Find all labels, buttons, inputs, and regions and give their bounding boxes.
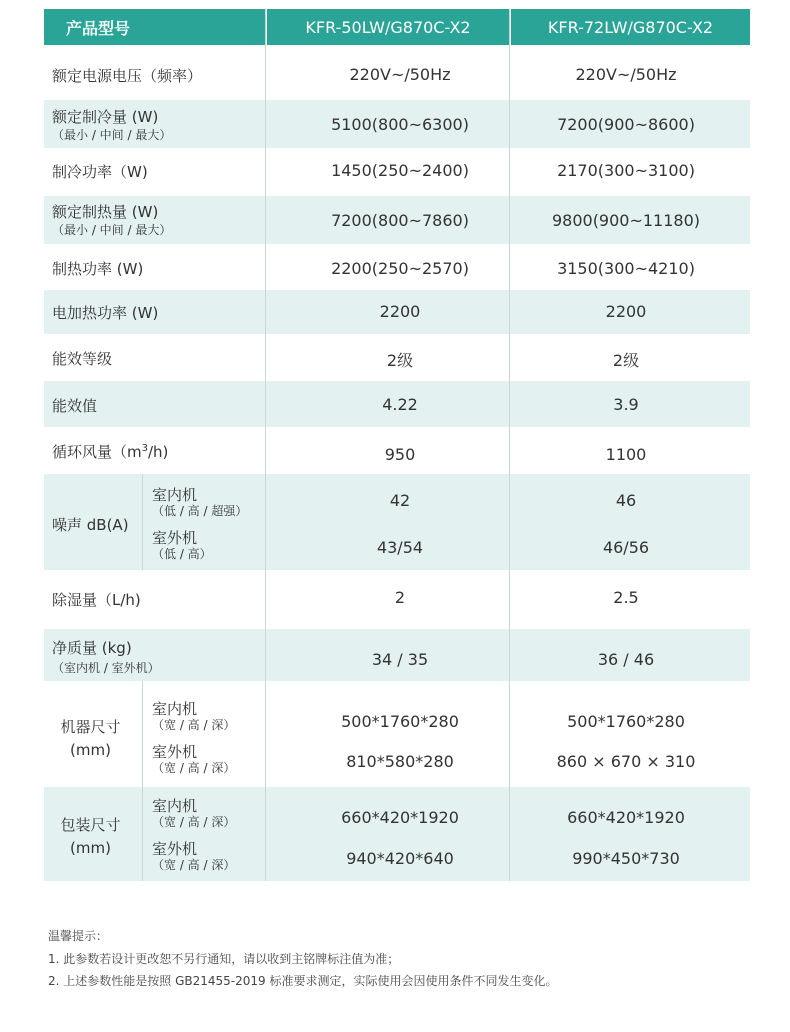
sublabel-heating-capacity: （最小 / 中间 / 最大） bbox=[52, 223, 172, 237]
label-electric-heating: 电加热功率 (W) bbox=[52, 304, 159, 322]
label-machine-size: 机器尺寸 bbox=[60, 718, 121, 736]
value-efficiency-value-2: 3.9 bbox=[613, 395, 639, 414]
value-heating-power-1: 2200(250~2570) bbox=[331, 259, 469, 278]
sublabel-machine-indoor: （宽 / 高 / 深） bbox=[152, 718, 236, 732]
label-heating-capacity: 额定制热量 (W) bbox=[52, 203, 159, 221]
value-heating-capacity-2: 9800(900~11180) bbox=[551, 211, 701, 230]
value-noise-outdoor-2: 46/56 bbox=[602, 538, 650, 557]
value-electric-heating-1: 2200 bbox=[379, 302, 421, 321]
value-voltage-1: 220V~/50Hz bbox=[349, 65, 451, 84]
value-machine-indoor-2: 500*1760*280 bbox=[567, 712, 685, 731]
header-model-2: KFR-72LW/G870C-X2 bbox=[511, 9, 750, 45]
value-efficiency-grade-2: 2级 bbox=[612, 351, 640, 370]
label-efficiency-value: 能效值 bbox=[52, 397, 98, 415]
sublabel-net-weight: （室内机 / 室外机） bbox=[52, 661, 160, 675]
unit-machine-size: (mm) bbox=[70, 741, 111, 759]
value-machine-indoor-1: 500*1760*280 bbox=[341, 712, 459, 731]
sublabel-package-indoor: （宽 / 高 / 深） bbox=[152, 815, 236, 829]
label-dehumidify: 除湿量（L/h) bbox=[52, 591, 141, 609]
value-noise-indoor-1: 42 bbox=[389, 491, 411, 510]
value-package-outdoor-1: 940*420*640 bbox=[346, 849, 454, 868]
sublabel-noise-outdoor: （低 / 高） bbox=[152, 547, 212, 561]
value-package-outdoor-2: 990*450*730 bbox=[572, 849, 680, 868]
notes-title: 温馨提示： bbox=[48, 929, 109, 943]
value-cooling-power-1: 1450(250~2400) bbox=[331, 161, 469, 180]
value-net-weight-1: 34 / 35 bbox=[371, 650, 429, 669]
column-divider bbox=[265, 9, 266, 881]
value-airflow-1: 950 bbox=[384, 445, 416, 464]
header-model-label: 产品型号 bbox=[44, 9, 265, 45]
label-noise-indoor: 室内机 bbox=[152, 486, 198, 504]
value-package-indoor-2: 660*420*1920 bbox=[567, 808, 685, 827]
label-package-indoor: 室内机 bbox=[152, 797, 198, 815]
unit-package-size: (mm) bbox=[70, 839, 111, 857]
value-airflow-2: 1100 bbox=[605, 445, 647, 464]
value-dehumidify-1: 2 bbox=[394, 588, 406, 607]
value-noise-outdoor-1: 43/54 bbox=[376, 538, 424, 557]
header-model-1: KFR-50LW/G870C-X2 bbox=[267, 9, 509, 45]
value-cooling-power-2: 2170(300~3100) bbox=[557, 161, 695, 180]
label-machine-indoor: 室内机 bbox=[152, 700, 198, 718]
value-electric-heating-2: 2200 bbox=[605, 302, 647, 321]
sublabel-machine-outdoor: （宽 / 高 / 深） bbox=[152, 761, 236, 775]
notes-line-2: 2. 上述参数性能是按照 GB21455-2019 标准要求测定，实际使用会因使用条件不同发生变化。 bbox=[48, 974, 558, 988]
label-heating-power: 制热功率 (W) bbox=[52, 260, 144, 278]
sublabel-noise-indoor: （低 / 高 / 超强） bbox=[152, 504, 248, 518]
label-cooling-capacity: 额定制冷量 (W) bbox=[52, 108, 159, 126]
sublabel-package-outdoor: （宽 / 高 / 深） bbox=[152, 858, 236, 872]
sublabel-cooling-capacity: （最小 / 中间 / 最大） bbox=[52, 128, 172, 142]
label-net-weight: 净质量 (kg) bbox=[52, 639, 132, 657]
label-noise: 噪声 dB(A) bbox=[52, 516, 129, 534]
value-machine-outdoor-2: 860 × 670 × 310 bbox=[556, 752, 696, 771]
label-machine-outdoor: 室外机 bbox=[152, 743, 198, 761]
value-dehumidify-2: 2.5 bbox=[613, 588, 639, 607]
value-machine-outdoor-1: 810*580*280 bbox=[346, 752, 454, 771]
value-cooling-capacity-2: 7200(900~8600) bbox=[557, 115, 695, 134]
label-voltage: 额定电源电压（频率） bbox=[52, 67, 203, 85]
value-voltage-2: 220V~/50Hz bbox=[575, 65, 677, 84]
label-package-size: 包装尺寸 bbox=[60, 816, 121, 834]
label-package-outdoor: 室外机 bbox=[152, 840, 198, 858]
label-noise-outdoor: 室外机 bbox=[152, 529, 198, 547]
sub-divider-size bbox=[142, 681, 143, 881]
label-efficiency-grade: 能效等级 bbox=[52, 350, 113, 368]
value-cooling-capacity-1: 5100(800~6300) bbox=[331, 115, 469, 134]
value-efficiency-value-1: 4.22 bbox=[382, 395, 418, 414]
value-package-indoor-1: 660*420*1920 bbox=[341, 808, 459, 827]
value-noise-indoor-2: 46 bbox=[615, 491, 637, 510]
value-heating-capacity-1: 7200(800~7860) bbox=[331, 211, 469, 230]
value-heating-power-2: 3150(300~4210) bbox=[557, 259, 695, 278]
value-efficiency-grade-1: 2级 bbox=[386, 351, 414, 370]
label-cooling-power: 制冷功率（W) bbox=[52, 163, 148, 181]
label-airflow: 循环风量$(m^3/h)$ bbox=[52, 443, 169, 461]
notes-line-1: 1. 此参数若设计更改恕不另行通知，请以收到主铭牌标注值为准； bbox=[48, 952, 400, 966]
value-net-weight-2: 36 / 46 bbox=[597, 650, 655, 669]
